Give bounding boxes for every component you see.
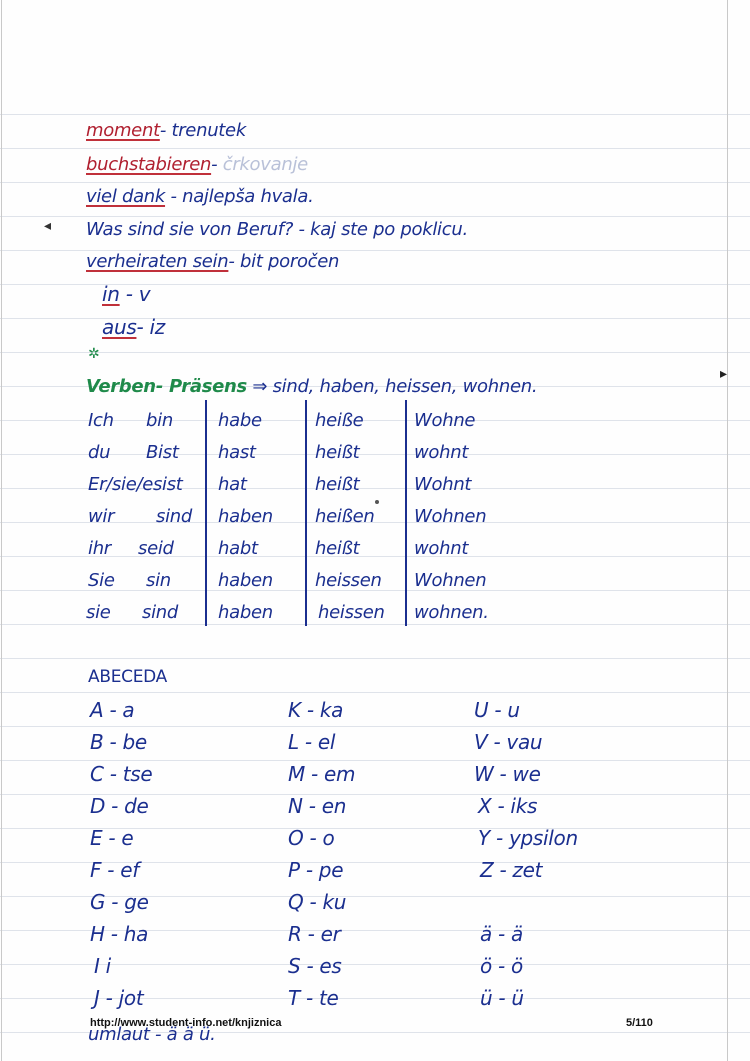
vocab-separator: - <box>228 251 235 272</box>
haben-cell: hast <box>218 442 256 463</box>
verbs-heading: Verben- Präsens <box>86 376 247 397</box>
letter-entry: P - pe <box>288 858 344 882</box>
letter-entry: T - te <box>288 986 339 1010</box>
vocab-separator: - <box>298 219 305 240</box>
vocab-meaning: trenutek <box>171 120 246 141</box>
umlaut-note: umlaut - ä ä ü. <box>88 1024 216 1045</box>
haben-cell: haben <box>218 570 273 591</box>
wohnen-cell: Wohnen <box>414 506 487 527</box>
sein-cell: sin <box>146 570 171 591</box>
letter-entry: I i <box>94 954 111 978</box>
letter-entry: D - de <box>90 794 149 818</box>
sein-cell: sind <box>156 506 193 527</box>
vocab-item <box>86 120 246 141</box>
haben-cell: habt <box>218 538 258 559</box>
vocab-meaning: iz <box>149 315 165 339</box>
vocab-term: in <box>102 282 120 306</box>
wohnen-cell: wohnen. <box>414 602 489 623</box>
pronoun-cell: ihr <box>88 538 111 559</box>
table-divider <box>405 400 407 626</box>
vocab-item <box>86 251 339 272</box>
wohnen-cell: wohnt <box>414 538 469 559</box>
haben-cell: haben <box>218 506 273 527</box>
letter-entry: M - em <box>288 762 356 786</box>
haben-cell: habe <box>218 410 262 431</box>
letter-entry: Y - ypsilon <box>478 826 578 850</box>
vocab-term: viel dank <box>86 186 166 207</box>
sein-cell: sind <box>142 602 179 623</box>
source-url: http://www.student-info.net/knjiznica <box>90 1017 282 1029</box>
letter-entry: B - be <box>90 730 147 754</box>
vocab-term: verheiraten sein <box>86 251 229 272</box>
pronoun-cell: Sie <box>88 570 115 591</box>
verbs-heading-line <box>86 376 537 397</box>
letter-entry: ä - ä <box>480 922 523 946</box>
vocab-separator: - <box>159 120 167 141</box>
pronoun-cell: Er/sie/es <box>88 474 163 495</box>
letter-entry: J - jot <box>94 986 144 1010</box>
vocab-term: moment <box>86 120 160 141</box>
letter-entry: O - o <box>288 826 335 850</box>
letter-entry: E - e <box>90 826 134 850</box>
scribble-mark-icon: ✲ <box>88 346 100 362</box>
heissen-cell: heißen <box>315 506 375 527</box>
vocab-separator: - <box>125 282 133 306</box>
heissen-cell: heißt <box>315 474 360 495</box>
vocab-meaning: črkovanje <box>222 154 308 175</box>
haben-cell: hat <box>218 474 247 495</box>
vocab-meaning: najlepša hvala. <box>182 186 314 207</box>
sein-cell: Bist <box>146 442 179 463</box>
letter-entry: X - iks <box>478 794 538 818</box>
wohnen-cell: wohnt <box>414 442 469 463</box>
sein-cell: seid <box>138 538 174 559</box>
letter-entry: K - ka <box>288 698 344 722</box>
sein-cell: ist <box>162 474 183 495</box>
alphabet-heading: ABECEDA <box>88 667 167 687</box>
letter-entry: H - ha <box>90 922 149 946</box>
pronoun-cell: wir <box>88 506 115 527</box>
letter-entry: S - es <box>288 954 342 978</box>
vocab-item <box>86 154 308 175</box>
vocab-meaning: v <box>138 282 151 306</box>
vocab-item <box>86 219 468 240</box>
heissen-cell: heissen <box>318 602 385 623</box>
pronoun-cell: Ich <box>88 410 114 431</box>
page-number: 5/110 <box>626 1017 653 1029</box>
vocab-term: aus <box>102 315 137 339</box>
wohnen-cell: Wohnen <box>414 570 487 591</box>
arrow-icon: ⇒ <box>252 376 268 397</box>
margin-arrow-icon: ▸ <box>720 366 728 382</box>
margin-arrow-icon: ◂ <box>44 218 52 234</box>
letter-entry: ö - ö <box>480 954 523 978</box>
ink-dot <box>375 500 379 504</box>
verbs-list: sind, haben, heissen, wohnen. <box>272 376 538 397</box>
letter-entry: Q - ku <box>288 890 347 914</box>
heissen-cell: heissen <box>315 570 382 591</box>
vocab-term: buchstabieren <box>86 154 212 175</box>
vocab-term: Was sind sie von Beruf? <box>86 219 294 240</box>
letter-entry: N - en <box>288 794 347 818</box>
letter-entry: C - tse <box>90 762 153 786</box>
vocab-separator: - <box>211 154 218 175</box>
letter-entry: U - u <box>474 698 520 722</box>
letter-entry: G - ge <box>90 890 149 914</box>
vocab-separator: - <box>136 315 144 339</box>
letter-entry: L - el <box>288 730 336 754</box>
vocab-item <box>102 315 165 339</box>
letter-entry: F - ef <box>90 858 139 882</box>
heissen-cell: heiße <box>315 410 364 431</box>
pronoun-cell: du <box>88 442 111 463</box>
vocab-meaning: bit poročen <box>240 251 340 272</box>
letter-entry: W - we <box>474 762 541 786</box>
heissen-cell: heißt <box>315 442 360 463</box>
vocab-item <box>102 282 150 306</box>
letter-entry: R - er <box>288 922 341 946</box>
letter-entry: A - a <box>90 698 135 722</box>
table-divider <box>205 400 207 626</box>
letter-entry: Z - zet <box>480 858 543 882</box>
wohnen-cell: Wohne <box>414 410 476 431</box>
table-divider <box>305 400 307 626</box>
letter-entry: ü - ü <box>480 986 524 1010</box>
vocab-meaning: kaj ste po poklicu. <box>310 219 468 240</box>
letter-entry: V - vau <box>474 730 543 754</box>
vocab-separator: - <box>170 186 177 207</box>
wohnen-cell: Wohnt <box>414 474 472 495</box>
pronoun-cell: sie <box>86 602 111 623</box>
sein-cell: bin <box>146 410 173 431</box>
haben-cell: haben <box>218 602 273 623</box>
page-left-edge <box>1 0 2 1061</box>
page-right-edge <box>727 0 728 1061</box>
vocab-item <box>86 186 314 207</box>
heissen-cell: heißt <box>315 538 360 559</box>
